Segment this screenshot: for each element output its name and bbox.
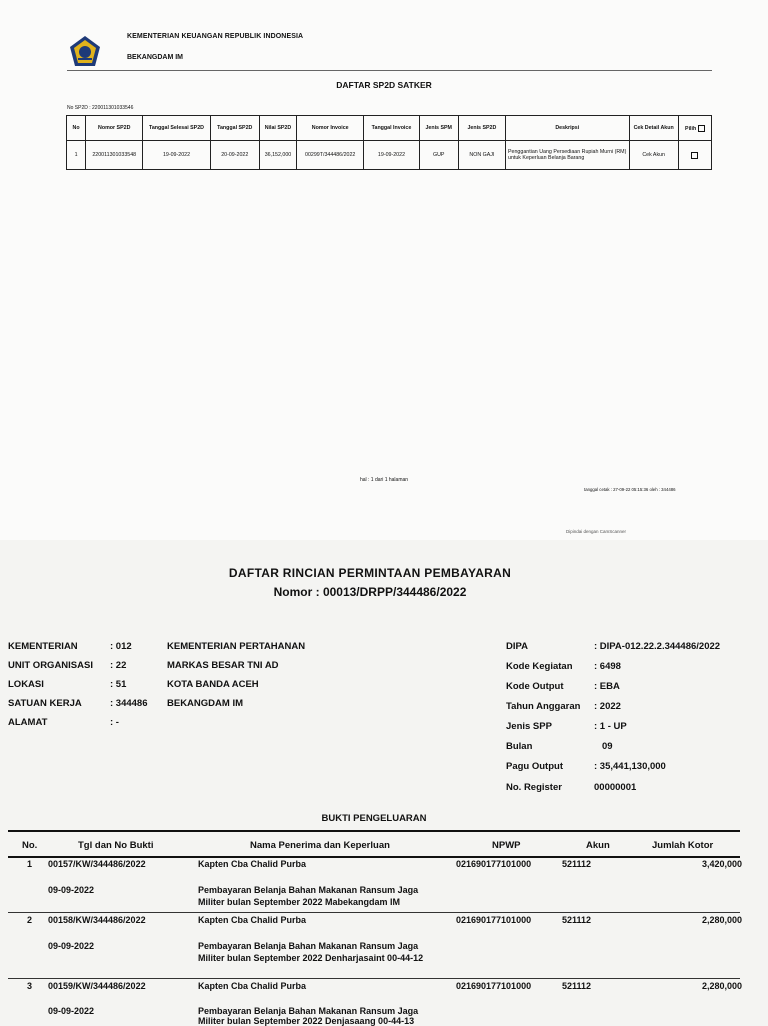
col-no: No. <box>22 840 38 851</box>
info-desc: BEKANGDAM IM <box>167 698 243 709</box>
row-no: 2 <box>27 915 33 925</box>
row-divider <box>8 978 740 979</box>
col-nomor-invoice: Nomor Invoice <box>297 116 364 141</box>
info-satuan-kerja <box>8 698 428 712</box>
row-keperluan-1: Pembayaran Belanja Bahan Makanan Ransum Jaga <box>198 885 419 895</box>
scanner-watermark: Dipindai dengan CamScanner <box>566 529 627 534</box>
info-kode-kegiatan <box>506 661 756 675</box>
printed-info: tanggal cetak : 27-09-22 05:15:36 oleh : 344486 <box>584 487 676 492</box>
col-npwp: NPWP <box>492 840 521 851</box>
row-keperluan-2: Militer bulan September 2022 Denjasaang 00-44-13 <box>198 1016 415 1026</box>
col-tanggal-invoice: Tanggal Invoice <box>364 116 419 141</box>
row-deskripsi: Penggantian Uang Persediaan Rupiah Murni (RM) untuk Keperluan Belanja Barang <box>506 141 630 170</box>
info-alamat <box>8 717 428 731</box>
info-jenis-spp <box>506 721 756 735</box>
info-kementerian <box>8 641 428 655</box>
info-code: : - <box>110 717 119 728</box>
row-pilih <box>678 141 711 170</box>
info-code: : 344486 <box>110 698 148 709</box>
info-label: Tahun Anggaran <box>506 701 581 712</box>
row-akun: 521112 <box>562 981 592 991</box>
info-label: Kode Output <box>506 681 564 692</box>
drpp-number: Nomor : 00013/DRPP/344486/2022 <box>273 585 467 599</box>
row-npwp: 021690177101000 <box>456 981 532 991</box>
info-desc: KOTA BANDA ACEH <box>167 679 259 690</box>
row-nomor-sp2d: 220011301033548 <box>86 141 143 170</box>
row-jenis-spm: GUP <box>419 141 458 170</box>
row-keperluan-1: Pembayaran Belanja Bahan Makanan Ransum Jaga <box>198 1006 419 1016</box>
row-select-checkbox[interactable] <box>691 152 698 159</box>
info-value: : EBA <box>594 681 620 692</box>
table-row <box>67 141 712 170</box>
info-lokasi <box>8 679 428 693</box>
col-pilih <box>678 116 711 141</box>
row-npwp: 021690177101000 <box>456 915 532 925</box>
drpp-page <box>0 540 768 1024</box>
select-all-checkbox[interactable] <box>698 125 705 132</box>
row-bukti: 00157/KW/344486/2022 <box>48 859 146 869</box>
row-tgl: 09-09-2022 <box>48 885 95 895</box>
sp2d-number: No SP2D : 220011301033546 <box>67 105 134 111</box>
row-tanggal-selesai: 19-09-2022 <box>143 141 210 170</box>
info-bulan <box>506 741 756 755</box>
info-desc: KEMENTERIAN PERTAHANAN <box>167 641 306 652</box>
sp2d-table-header <box>67 116 712 141</box>
info-value: : 6498 <box>594 661 621 672</box>
info-value: : 1 - UP <box>594 721 627 732</box>
sp2d-title: DAFTAR SP2D SATKER <box>336 80 432 90</box>
col-nilai: Nilai SP2D <box>259 116 296 141</box>
row-bukti: 00158/KW/344486/2022 <box>48 915 146 925</box>
row-nomor-invoice: 00299T/344486/2022 <box>297 141 364 170</box>
cek-akun-link[interactable]: Cek Akun <box>629 141 678 170</box>
info-label: Pagu Output <box>506 761 563 772</box>
page-info: hal : 1 dari 1 halaman <box>359 477 409 483</box>
info-value: : 2022 <box>594 701 621 712</box>
info-value: 00000001 <box>594 782 637 793</box>
info-value: 09 <box>602 741 613 752</box>
info-label: ALAMAT <box>8 717 48 728</box>
info-label: SATUAN KERJA <box>8 698 82 709</box>
header-bottom-rule <box>8 856 740 858</box>
row-akun: 521112 <box>562 859 592 869</box>
info-dipa <box>506 641 756 655</box>
sp2d-table <box>66 115 712 170</box>
row-jumlah: 3,420,000 <box>701 859 742 869</box>
info-label: DIPA <box>506 641 528 652</box>
info-label: KEMENTERIAN <box>8 641 78 652</box>
header-divider <box>67 70 712 71</box>
info-label: UNIT ORGANISASI <box>8 660 93 671</box>
col-jenis-spm: Jenis SPM <box>419 116 458 141</box>
info-value: : DIPA-012.22.2.344486/2022 <box>594 641 721 652</box>
info-no-register <box>506 782 756 796</box>
info-pagu-output <box>506 761 756 775</box>
col-pilih-label: Pilih <box>685 125 697 132</box>
ministry-name: KEMENTERIAN KEUANGAN REPUBLIK INDONESIA <box>127 33 304 40</box>
row-no: 1 <box>67 141 86 170</box>
info-code: : 012 <box>110 641 132 652</box>
unit-name: BEKANGDAM IM <box>127 54 183 61</box>
col-tanggal-sp2d: Tanggal SP2D <box>210 116 259 141</box>
ministry-logo-icon <box>68 35 102 69</box>
info-unit-organisasi <box>8 660 428 674</box>
col-jumlah: Jumlah Kotor <box>652 840 714 851</box>
info-kode-output <box>506 681 756 695</box>
col-deskripsi: Deskripsi <box>506 116 630 141</box>
row-nilai: 36,152,000 <box>259 141 296 170</box>
info-code: : 22 <box>110 660 127 671</box>
row-jenis-sp2d: NON GAJI <box>458 141 505 170</box>
row-keperluan-2: Militer bulan September 2022 Mabekangdam IM <box>198 897 401 907</box>
row-divider <box>8 912 740 913</box>
col-jenis-sp2d: Jenis SP2D <box>458 116 505 141</box>
row-no: 3 <box>27 981 33 991</box>
drpp-title: DAFTAR RINCIAN PERMINTAAN PEMBAYARAN <box>228 566 512 580</box>
col-tanggal-selesai: Tanggal Selesai SP2D <box>143 116 210 141</box>
info-label: No. Register <box>506 782 562 793</box>
row-keperluan-1: Pembayaran Belanja Bahan Makanan Ransum Jaga <box>198 941 419 951</box>
col-no: No <box>67 116 86 141</box>
row-jumlah: 2,280,000 <box>701 981 742 991</box>
row-jumlah: 2,280,000 <box>701 915 742 925</box>
info-label: LOKASI <box>8 679 44 690</box>
col-cek-detail: Cek Detail Akun <box>629 116 678 141</box>
row-penerima: Kapten Cba Chalid Purba <box>198 915 307 925</box>
info-value: : 35,441,130,000 <box>594 761 666 772</box>
row-tgl: 09-09-2022 <box>48 941 95 951</box>
row-no: 1 <box>27 859 33 869</box>
info-label: Bulan <box>506 741 533 752</box>
col-penerima: Nama Penerima dan Keperluan <box>250 840 390 851</box>
info-desc: MARKAS BESAR TNI AD <box>167 660 279 671</box>
row-npwp: 021690177101000 <box>456 859 532 869</box>
info-label: Kode Kegiatan <box>506 661 573 672</box>
info-tahun-anggaran <box>506 701 756 715</box>
col-nomor-sp2d: Nomor SP2D <box>86 116 143 141</box>
row-bukti: 00159/KW/344486/2022 <box>48 981 146 991</box>
info-code: : 51 <box>110 679 127 690</box>
table-top-rule <box>8 830 740 832</box>
row-tgl: 09-09-2022 <box>48 1006 95 1016</box>
row-akun: 521112 <box>562 915 592 925</box>
row-tanggal-invoice: 19-09-2022 <box>364 141 419 170</box>
row-tanggal-sp2d: 20-09-2022 <box>210 141 259 170</box>
bukti-title: BUKTI PENGELUARAN <box>321 813 427 824</box>
row-penerima: Kapten Cba Chalid Purba <box>198 981 307 991</box>
row-penerima: Kapten Cba Chalid Purba <box>198 859 307 869</box>
row-keperluan-2: Militer bulan September 2022 Denharjasaint 00-44-12 <box>198 953 424 963</box>
info-label: Jenis SPP <box>506 721 552 732</box>
col-akun: Akun <box>586 840 610 851</box>
col-tgl-bukti: Tgl dan No Bukti <box>78 840 154 851</box>
